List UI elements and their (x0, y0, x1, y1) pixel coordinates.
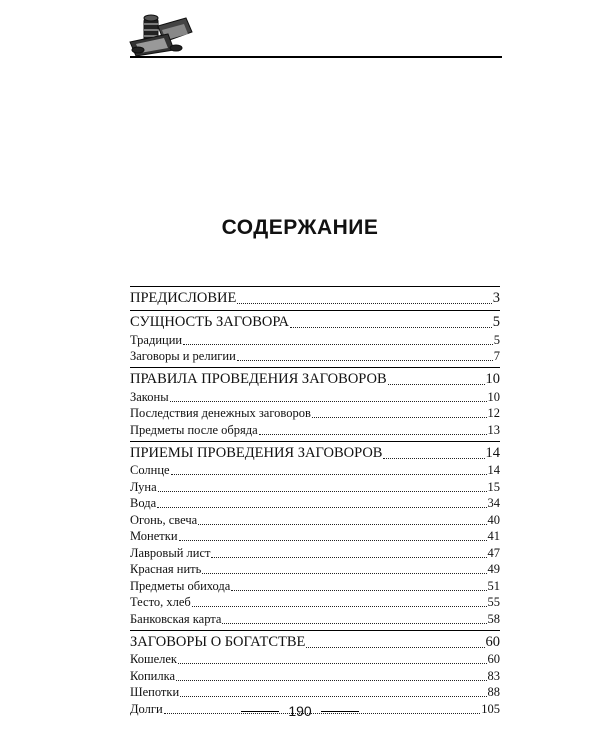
dot-leader (383, 458, 484, 459)
dot-leader (176, 680, 486, 681)
dot-leader (231, 590, 486, 591)
toc-entry-page: 105 (481, 701, 500, 716)
toc-entry-label: СУЩНОСТЬ ЗАГОВОРА (130, 314, 290, 330)
toc-entry-label: ПРИЕМЫ ПРОВЕДЕНИЯ ЗАГОВОРОВ (130, 444, 383, 461)
toc-entry-row (130, 667, 500, 684)
toc-entry-label: Монетки (130, 529, 178, 543)
dot-leader (178, 663, 487, 664)
toc-entry-row (130, 462, 500, 479)
toc-entry-label: Лавровый лист (130, 545, 211, 560)
toc-entry-page: 10 (487, 389, 500, 404)
dot-leader (158, 491, 487, 492)
toc-section-row (130, 633, 500, 651)
toc-entry-page: 15 (487, 479, 500, 494)
toc-entry-page: 14 (487, 463, 500, 477)
toc-entry-label: Традиции (130, 332, 183, 347)
toc-entry-row (130, 348, 500, 365)
section-divider (130, 630, 500, 631)
dot-leader (179, 540, 487, 541)
toc-entry-page: 12 (487, 406, 500, 420)
toc-entry-label: Огонь, свеча (130, 512, 198, 527)
toc-entry-row (130, 577, 500, 594)
toc-entry-row (130, 684, 500, 701)
dot-leader (171, 474, 487, 475)
dot-leader (237, 360, 493, 361)
dot-leader (170, 401, 487, 402)
page-number: 190 (288, 703, 312, 719)
toc-entry-row (130, 388, 500, 405)
section-divider (130, 310, 500, 311)
toc-entry-label: Шепотки (130, 685, 180, 699)
toc-entry-row (130, 331, 500, 348)
toc-section-row (130, 370, 500, 388)
toc-entry-label: Заговоры и религии (130, 349, 236, 363)
dot-leader (157, 507, 486, 508)
toc-entry-label: Тесто, хлеб (130, 595, 191, 609)
toc-entry-page: 83 (487, 668, 500, 683)
dot-leader (202, 573, 486, 574)
dot-leader (192, 606, 487, 607)
header-rule (130, 56, 502, 58)
dot-leader (259, 434, 487, 435)
money-ornament-icon (128, 12, 196, 56)
toc-entry-label: Законы (130, 389, 169, 404)
dot-leader (290, 327, 492, 328)
toc-entry-row (130, 594, 500, 611)
page-footer (0, 703, 600, 719)
toc-entry-page: 13 (487, 422, 500, 437)
toc-entry-label: Красная нить (130, 562, 202, 576)
toc-entry-row (130, 421, 500, 438)
toc-entry-label: ЗАГОВОРЫ О БОГАТСТВЕ (130, 633, 306, 650)
toc-entry-row (130, 651, 500, 668)
toc-entry-label: Банковская карта (130, 611, 222, 626)
toc-entry-row (130, 405, 500, 422)
dot-leader (237, 303, 491, 304)
toc-entry-row (130, 544, 500, 561)
section-divider (130, 286, 500, 287)
toc-entry-page: 40 (487, 512, 500, 527)
footer-right-rule (321, 711, 359, 712)
dot-leader (312, 417, 487, 418)
section-divider (130, 441, 500, 442)
dot-leader (306, 647, 484, 648)
toc-entry-page: 3 (492, 290, 500, 306)
toc-entry-label: Долги (130, 701, 163, 716)
toc-entry-row (130, 610, 500, 627)
dot-leader (388, 384, 485, 385)
toc-entry-page: 60 (487, 652, 500, 666)
toc-entry-page: 41 (487, 529, 500, 543)
toc-entry-label: Кошелек (130, 652, 177, 666)
toc-entry-page: 7 (493, 349, 500, 363)
toc-entry-row (130, 478, 500, 495)
toc-entry-label: Вода (130, 496, 157, 510)
dot-leader (198, 524, 486, 525)
toc-section-row (130, 289, 500, 307)
toc-entry-page: 51 (487, 578, 500, 593)
toc-entry-page: 49 (487, 562, 500, 576)
toc-entry-page: 47 (487, 545, 500, 560)
toc-section-row (130, 444, 500, 462)
toc-entry-page: 55 (487, 595, 500, 609)
toc-entry-label: Копилка (130, 668, 176, 683)
toc-entry-page: 58 (487, 611, 500, 626)
toc-entry-page: 88 (487, 685, 500, 699)
toc-entry-page: 5 (492, 314, 500, 330)
toc-entry-label: Луна (130, 479, 157, 494)
toc-entry-page: 10 (485, 371, 500, 387)
dot-leader (211, 557, 486, 558)
toc-section-row (130, 313, 500, 331)
toc-entry-label: Предметы обихода (130, 578, 231, 593)
dot-leader (180, 696, 486, 697)
page-title: СОДЕРЖАНИЕ (221, 216, 379, 239)
toc-entry-row (130, 561, 500, 578)
toc-entry-label: Предметы после обряда (130, 422, 258, 437)
section-divider (130, 367, 500, 368)
dot-leader (183, 344, 493, 345)
table-of-contents (130, 283, 500, 717)
toc-entry-page: 5 (493, 332, 500, 347)
toc-entry-page: 60 (485, 633, 500, 650)
toc-entry-label: Солнце (130, 463, 170, 477)
dot-leader (222, 623, 486, 624)
toc-entry-row (130, 528, 500, 545)
toc-entry-page: 14 (485, 444, 500, 461)
toc-entry-label: ПРАВИЛА ПРОВЕДЕНИЯ ЗАГОВОРОВ (130, 371, 387, 387)
toc-entry-label: ПРЕДИСЛОВИЕ (130, 290, 237, 306)
toc-entry-label: Последствия денежных заговоров (130, 406, 311, 420)
footer-left-rule (241, 711, 279, 712)
toc-entry-row (130, 511, 500, 528)
toc-entry-page: 34 (487, 496, 500, 510)
toc-entry-row (130, 495, 500, 512)
